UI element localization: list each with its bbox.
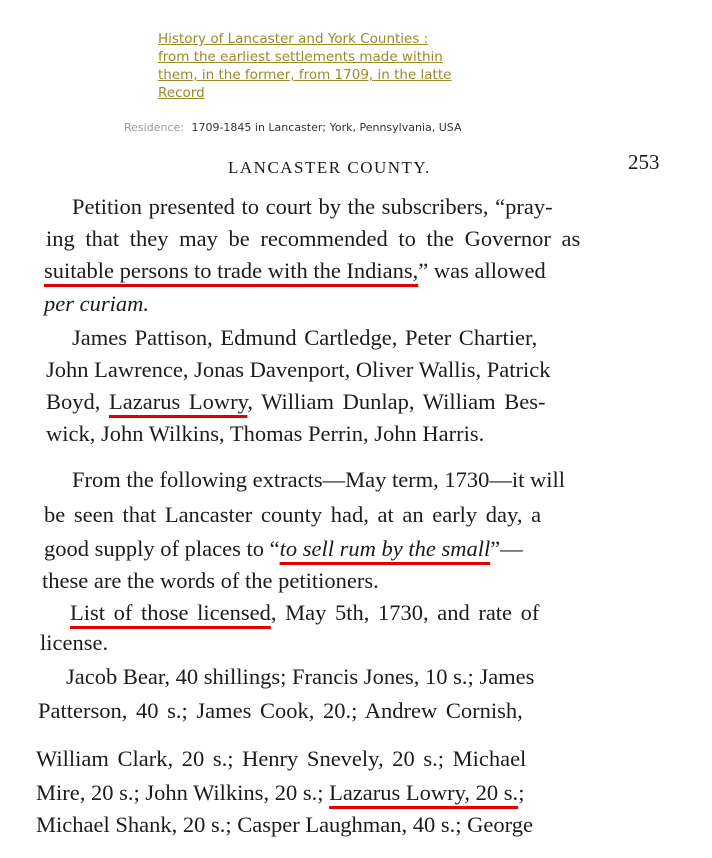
- text-line: these are the words of the petitioners.: [42, 568, 379, 593]
- text-line: Petition presented to court by the subscribers, “pray-: [72, 194, 553, 219]
- text-line: [44, 536, 523, 562]
- source-title-link[interactable]: History of Lancaster and York Counties : from the earliest settlements made within them, in the former, from 1709, in the latte Record: [158, 31, 452, 101]
- text-span: ;: [518, 780, 525, 805]
- text-line: William Clark, 20 s.; Henry Snevely, 20 s.; Michael: [36, 746, 527, 771]
- text-line: Michael Shank, 20 s.; Casper Laughman, 40 s.; George: [36, 812, 533, 837]
- text-span: , May 5th, 1730, and rate of: [270, 600, 540, 625]
- text-line: [46, 389, 545, 415]
- residence-value: 1709-1845 in Lancaster; York, Pennsylvania, USA: [191, 121, 462, 134]
- text-span: Mire, 20 s.; John Wilkins, 20 s.;: [36, 780, 324, 805]
- text-line: James Pattison, Edmund Cartledge, Peter Chartier,: [72, 325, 538, 350]
- highlighted-quote: to sell rum by the small: [279, 536, 491, 561]
- page-number: 253: [628, 150, 660, 174]
- highlighted-heading: List of those licensed: [70, 600, 271, 625]
- text-line: From the following extracts—May term, 1730—it will: [72, 467, 566, 492]
- highlighted-name: Lazarus Lowry, 20 s.: [329, 780, 519, 805]
- highlighted-phrase: suitable persons to trade with the Indians,: [44, 258, 419, 283]
- text-line: per curiam.: [44, 291, 149, 316]
- text-line: John Lawrence, Jonas Davenport, Oliver Wallis, Patrick: [46, 357, 551, 382]
- text-line: [36, 780, 524, 806]
- text-span: ”—: [490, 536, 523, 561]
- text-line: wick, John Wilkins, Thomas Perrin, John Harris.: [46, 421, 485, 446]
- residence-label: Residence:: [124, 121, 184, 134]
- text-line: ing that they may be recommended to the Governor as: [46, 226, 581, 251]
- text-line: [44, 258, 546, 284]
- text-span: good supply of places to “: [44, 536, 280, 561]
- text-line: Patterson, 40 s.; James Cook, 20.; Andrew Cornish,: [38, 698, 523, 723]
- text-span: Boyd,: [46, 389, 101, 414]
- text-line: [70, 600, 539, 626]
- text-line: be seen that Lancaster county had, at an early day, a: [44, 502, 542, 527]
- text-span: ” was allowed: [418, 258, 546, 283]
- highlighted-name: Lazarus Lowry: [109, 389, 248, 414]
- text-line: license.: [40, 630, 109, 655]
- text-line: Jacob Bear, 40 shillings; Francis Jones, 10 s.; James: [66, 664, 535, 689]
- running-head: LANCASTER COUNTY.: [228, 158, 431, 177]
- text-span: , William Dunlap, William Bes-: [247, 389, 546, 414]
